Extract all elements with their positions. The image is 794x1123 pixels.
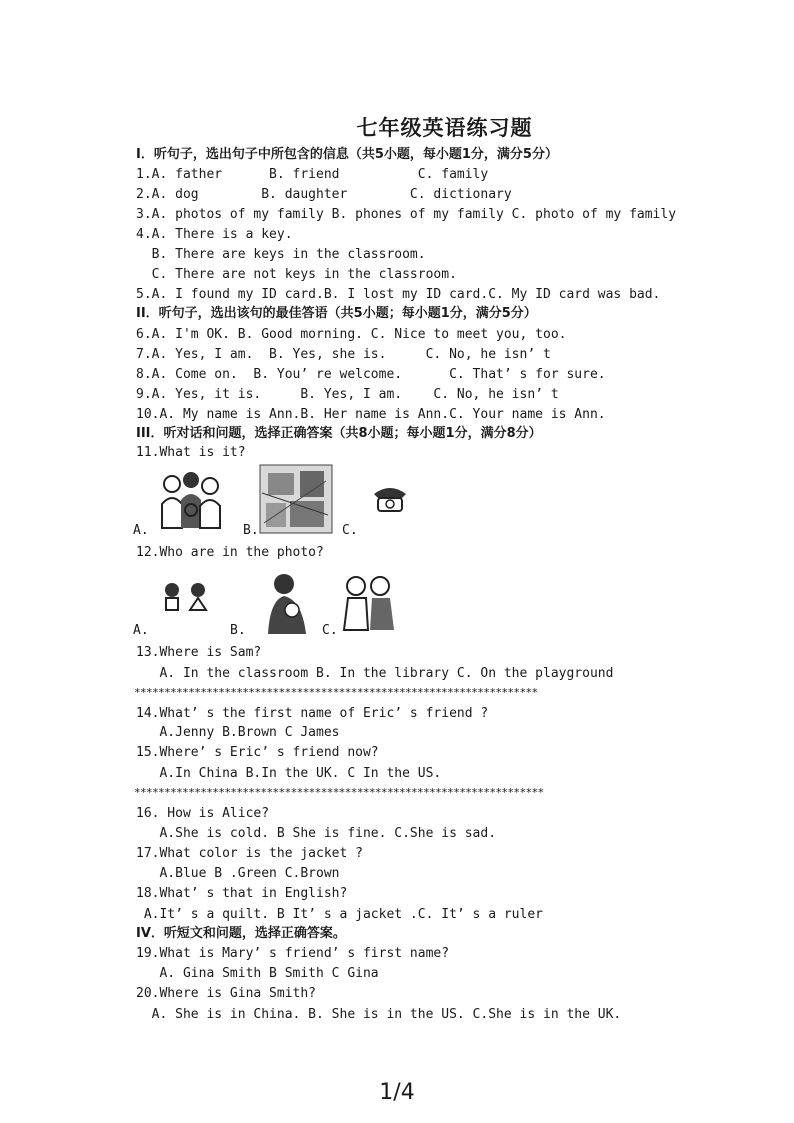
question-15-options: A.In China B.In the UK. C In the US. bbox=[136, 766, 442, 781]
question-19-options: A. Gina Smith B Smith C Gina bbox=[136, 966, 379, 981]
question-4-a: 4.A. There is a key. bbox=[136, 227, 293, 242]
page-title: 七年级英语练习题 bbox=[356, 116, 533, 140]
question-4-b: B. There are keys in the classroom. bbox=[136, 247, 426, 262]
telephone-image bbox=[370, 484, 410, 514]
classroom-photo-image bbox=[258, 463, 334, 535]
q12-option-b-label: B. bbox=[230, 623, 246, 638]
q11-option-a-label: A. bbox=[133, 523, 149, 538]
question-10: 10.A. My name is Ann.B. Her name is Ann.C. Your name is Ann. bbox=[136, 407, 606, 422]
section-2-heading: II．听句子，选出该句的最佳答语（共5小题；每小题1分，满分5分） bbox=[136, 306, 537, 321]
grandparents-image bbox=[340, 572, 396, 634]
q11-option-b-label: B. bbox=[243, 523, 259, 538]
question-2: 2.A. dog B. daughter C. dictionary bbox=[136, 187, 512, 202]
q12-option-c-label: C. bbox=[322, 623, 338, 638]
question-19: 19.What is Mary’ s friend’ s first name? bbox=[136, 946, 450, 961]
question-7: 7.A. Yes, I am. B. Yes, she is. C. No, he isn’ t bbox=[136, 347, 551, 362]
page-number: 1/4 bbox=[379, 1080, 415, 1105]
question-13-options: A. In the classroom B. In the library C. On the playground bbox=[136, 666, 614, 681]
question-1: 1.A. father B. friend C. family bbox=[136, 167, 489, 182]
separator-stars-1: ******************************************************************* bbox=[134, 686, 538, 699]
two-kids-image bbox=[158, 580, 214, 616]
question-3: 3.A. photos of my family B. phones of my family C. photo of my family bbox=[136, 207, 677, 222]
question-13: 13.Where is Sam? bbox=[136, 645, 262, 660]
question-6: 6.A. I'm OK. B. Good morning. C. Nice to meet you, too. bbox=[136, 327, 567, 342]
question-14: 14.What’ s the first name of Eric’ s friend ? bbox=[136, 706, 489, 721]
question-17: 17.What color is the jacket ? bbox=[136, 846, 363, 861]
question-11: 11.What is it? bbox=[136, 445, 246, 460]
question-9: 9.A. Yes, it is. B. Yes, I am. C. No, he isn’ t bbox=[136, 387, 559, 402]
question-4-c: C. There are not keys in the classroom. bbox=[136, 267, 457, 282]
mother-and-child-image bbox=[262, 572, 312, 636]
q11-option-c-label: C. bbox=[342, 523, 358, 538]
question-8: 8.A. Come on. B. You’ re welcome. C. That’ s for sure. bbox=[136, 367, 606, 382]
question-18: 18.What’ s that in English? bbox=[136, 886, 348, 901]
question-20-options: A. She is in China. B. She is in the US. C.She is in the UK. bbox=[136, 1007, 622, 1022]
section-3-heading: III．听对话和问题，选择正确答案（共8小题；每小题1分，满分8分） bbox=[136, 426, 542, 441]
family-photo-image bbox=[158, 470, 224, 532]
question-16: 16. How is Alice? bbox=[136, 806, 270, 821]
question-16-options: A.She is cold. B She is fine. C.She is sad. bbox=[136, 826, 497, 841]
question-18-options: A.It’ s a quilt. B It’ s a jacket .C. It’ s a ruler bbox=[136, 907, 543, 922]
section-1-heading: I．听句子，选出句子中所包含的信息（共5小题，每小题1分，满分5分） bbox=[136, 147, 558, 162]
question-15: 15.Where’ s Eric’ s friend now? bbox=[136, 745, 379, 760]
question-5: 5.A. I found my ID card.B. I lost my ID card.C. My ID card was bad. bbox=[136, 287, 661, 302]
q12-option-a-label: A. bbox=[133, 623, 149, 638]
section-4-heading: IV．听短文和问题，选择正确答案。 bbox=[136, 926, 346, 941]
separator-stars-2: ******************************************************************** bbox=[134, 786, 544, 799]
question-12: 12.Who are in the photo? bbox=[136, 545, 324, 560]
question-17-options: A.Blue B .Green C.Brown bbox=[136, 866, 340, 881]
question-14-options: A.Jenny B.Brown C James bbox=[136, 725, 340, 740]
question-20: 20.Where is Gina Smith? bbox=[136, 986, 317, 1001]
